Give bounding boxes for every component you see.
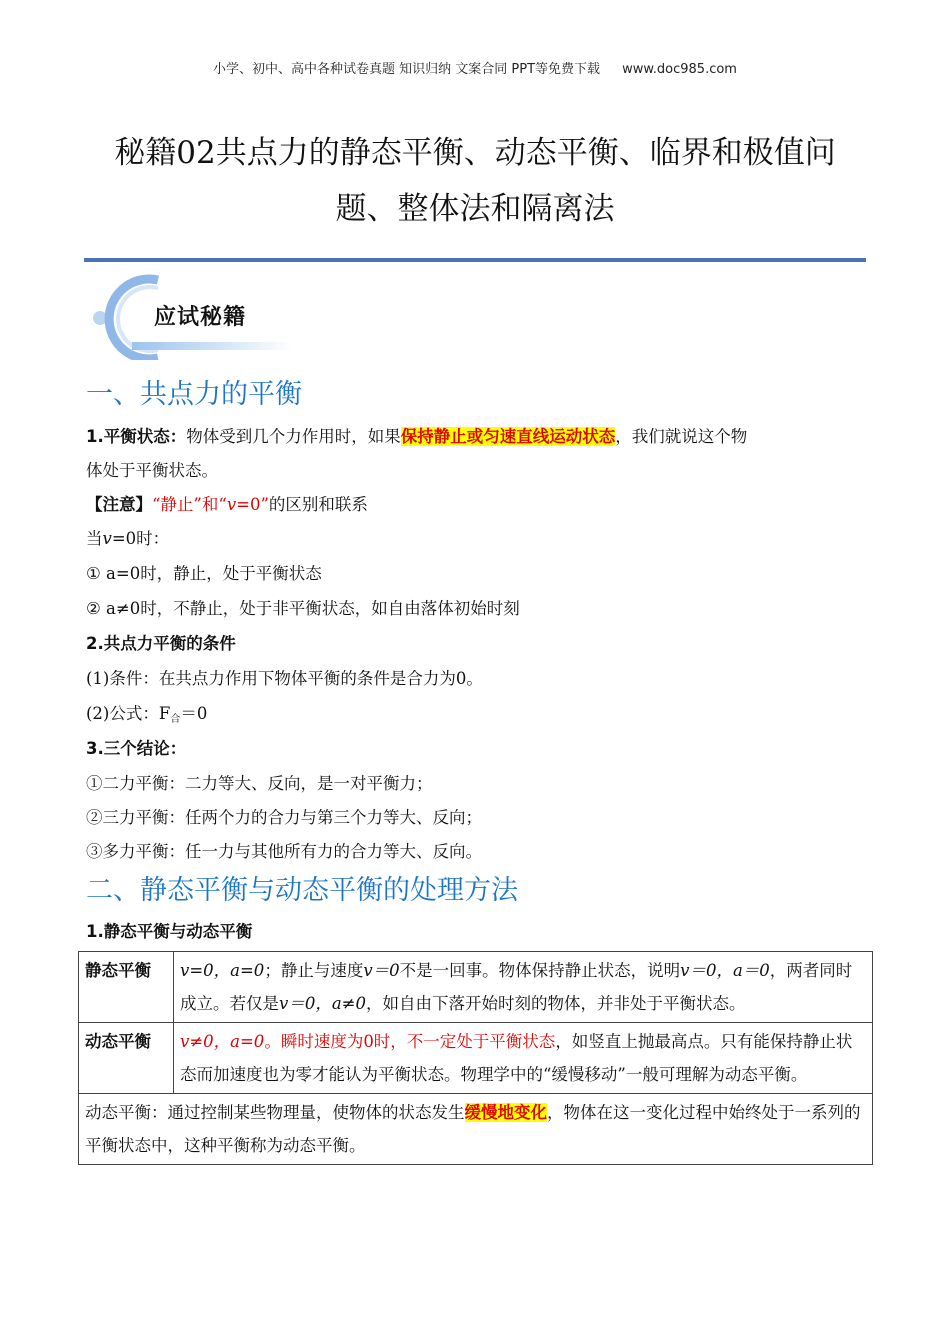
case-a-zero: ① a=0时，静止，处于平衡状态 [86,564,322,583]
table-caption: 1.静态平衡与动态平衡 [86,922,253,941]
section-badge-label: 应试秘籍 [154,305,247,330]
dynamic-desc: v≠0，a=0。瞬时速度为0时，不一定处于平衡状态，如竖直上抛最高点。只有能保持静止状态而加速度也为零才能认为平衡状态。物理学中的“缓慢移动”一般可理解为动态平衡。 [174,1023,873,1094]
conclusion-two-force: ①二力平衡：二力等大、反向，是一对平衡力； [86,774,433,793]
static-desc: v=0，a=0；静止与速度v＝0不是一回事。物体保持静止状态，说明v＝0，a＝0，两者同时成立。若仅是v＝0，a≠0，如自由下落开始时刻的物体，并非处于平衡状态。 [174,952,873,1023]
conclusions-heading: 3.三个结论： [86,739,187,758]
condition-text: (1)条件：在共点力作用下物体平衡的条件是合力为0。 [86,669,483,688]
page-title-line-2: 题、整体法和隔离法 [335,191,615,227]
table-row-static [79,952,873,1023]
note-rest: 的区别和联系 [268,495,368,514]
badge-bar [132,342,292,350]
conclusion-multi-force: ③多力平衡：任一力与其他所有力的合力等大、反向。 [86,842,482,861]
page-title-line-1: 秘籍02共点力的静态平衡、动态平衡、临界和极值问 [114,135,836,171]
condition-heading: 2.共点力平衡的条件 [86,634,236,653]
formula-line: (2)公式：$F_合=0$ [86,704,208,725]
highlight-static-or-uniform: 保持静止或匀速直线运动状态 [400,427,616,446]
note-line [86,488,868,522]
balance-state-text-b: ，我们就说这个物 [615,427,748,446]
balance-comparison-table [78,951,873,1165]
static-head: 静态平衡 [79,952,174,1023]
balance-state-line-1 [86,420,868,454]
case-a-nonzero: ② a≠0时，不静止，处于非平衡状态，如自由落体初始时刻 [86,599,520,618]
page-header [0,58,950,77]
note-label: 【注意】 [86,495,152,514]
header-site-link[interactable]: www.doc985.com [622,62,737,77]
section-1-heading: 一、共点力的平衡 [86,379,302,410]
section-2-heading: 二、静态平衡与动态平衡的处理方法 [86,875,518,906]
dynamic-head: 动态平衡 [79,1023,174,1094]
note-quote: “静止”和“v=0” [152,495,269,514]
title-divider [84,258,866,262]
balance-state-line-2: 体处于平衡状态。 [86,461,218,480]
balance-state-label: 1.平衡状态： [86,427,187,446]
table-row-definition [79,1094,873,1165]
conclusion-three-force: ②三力平衡：任两个力的合力与第三个力等大、反向； [86,808,482,827]
header-links: 小学、初中、高中各种试卷真题 知识归纳 文案合同 PPT等免费下载 [213,62,601,77]
dynamic-definition: 动态平衡：通过控制某些物理量，使物体的状态发生缓慢地变化，物体在这一变化过程中始终处于一系列的平衡状态中，这种平衡称为动态平衡。 [79,1094,873,1165]
highlight-slow-change: 缓慢地变化 [464,1103,547,1122]
when-v-zero-line: 当v=0时： [86,529,170,548]
table-row-dynamic [79,1023,873,1094]
balance-state-text: 物体受到几个力作用时，如果 [186,427,401,446]
